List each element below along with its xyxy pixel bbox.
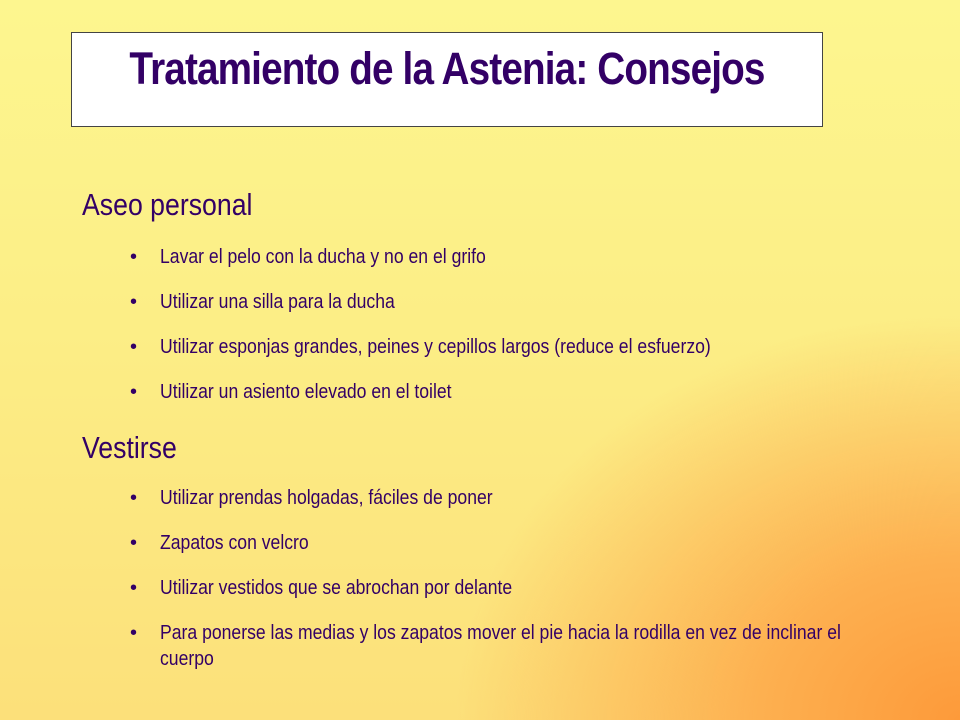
bullet-icon: • — [130, 622, 138, 644]
title-box — [71, 32, 823, 127]
list-item-text: Utilizar una silla para la ducha — [160, 291, 395, 313]
bullet-icon: • — [130, 487, 138, 509]
list-item — [130, 289, 786, 315]
list-item-text: Lavar el pelo con la ducha y no en el grifo — [160, 246, 486, 268]
list-item-text: Para ponerse las medias y los zapatos mover el pie hacia la rodilla en vez de inclinar el cuerpo — [160, 622, 841, 670]
list-item — [130, 575, 960, 601]
slide-title: Tratamiento de la Astenia: Consejos — [129, 43, 765, 94]
list-item-text: Utilizar esponjas grandes, peines y cepillos largos (reduce el esfuerzo) — [160, 336, 711, 358]
section-heading-vestirse: Vestirse — [82, 430, 177, 465]
list-item-text: Utilizar un asiento elevado en el toilet — [160, 381, 452, 403]
bullet-icon: • — [130, 291, 138, 313]
section-heading-aseo-personal: Aseo personal — [82, 187, 253, 222]
bullet-icon: • — [130, 336, 138, 358]
list-item-text: Utilizar vestidos que se abrochan por delante — [160, 577, 513, 599]
bullet-icon: • — [130, 532, 138, 554]
list-item — [130, 485, 960, 511]
bullet-list-aseo-personal — [130, 244, 786, 424]
bullet-icon: • — [130, 577, 138, 599]
list-item-text: Utilizar prendas holgadas, fáciles de poner — [160, 487, 493, 509]
bullet-icon: • — [130, 381, 138, 403]
list-item — [130, 334, 786, 360]
list-item — [130, 379, 786, 405]
list-item — [130, 530, 960, 556]
bullet-list-vestirse — [130, 485, 960, 691]
list-item — [130, 620, 960, 672]
bullet-icon: • — [130, 246, 138, 268]
list-item — [130, 244, 786, 270]
list-item-text: Zapatos con velcro — [160, 532, 309, 554]
